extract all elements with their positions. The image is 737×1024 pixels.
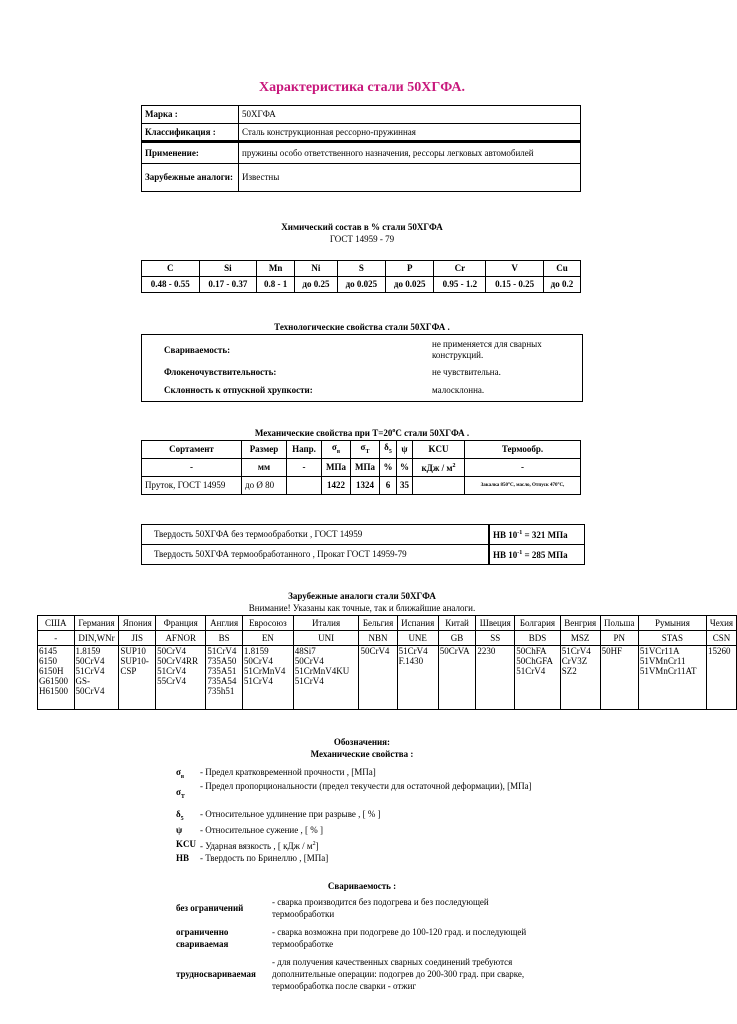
analog-grade: 51CrMnV4KU (294, 666, 350, 676)
analog-grade-cell (706, 646, 736, 710)
analog-grade-cell (206, 646, 243, 710)
analog-grade-cell (638, 646, 706, 710)
analog-grade: 50CrV4 (157, 646, 187, 656)
grade-info-table (141, 105, 581, 192)
tech-value: малосклонна. (432, 384, 485, 395)
analog-grade: 51CrV4 (294, 676, 324, 686)
col-kcu: KCU (413, 441, 465, 459)
analog-grade: 50CrV4RR (157, 656, 199, 666)
row-sigma-b: 1422 (322, 477, 351, 495)
analog-standard-cell: UNE (397, 631, 438, 646)
page-title: Характеристика стали 50ХГФА. (259, 80, 465, 95)
row-psi: 35 (397, 477, 413, 495)
analog-grade: 51VMnCr11AT (639, 666, 697, 676)
row-size: до Ø 80 (242, 477, 287, 495)
analog-grade: 50CrVA (439, 646, 470, 656)
analog-grade: 735A51 (207, 666, 237, 676)
chem-header-cell: Cu (543, 261, 580, 277)
analog-grade: 735A50 (207, 656, 237, 666)
analog-standard-cell: BDS (515, 631, 561, 646)
info-label: Классификация : (142, 124, 239, 142)
analog-grade: 6150H (39, 666, 64, 676)
analog-standard-cell: EN (242, 631, 293, 646)
col-sigma-t: $\sigma_T$ (351, 441, 380, 459)
analog-grade: 50ChGFA (516, 656, 554, 666)
analog-grade-cell (515, 646, 561, 710)
analog-grade-cell (156, 646, 206, 710)
unit-psi: % (397, 459, 413, 477)
analog-grade: SUP10- (120, 656, 149, 666)
chem-header-cell: Ni (295, 261, 338, 277)
mech-heading: Механические свойства при $Т=20^oС$ стали 50ХГФА . (254, 428, 470, 438)
tech-label: Флокеночувствительность: (164, 366, 277, 377)
analog-standard-cell: - (38, 631, 75, 646)
weld-row (176, 956, 546, 992)
unit-heat: - (465, 459, 581, 477)
info-label: Зарубежные аналоги: (142, 164, 239, 192)
legend-symbol: $\delta_5$ (176, 809, 184, 822)
row-sigma-t: 1324 (351, 477, 380, 495)
chem-gost: ГОСТ 14959 - 79 (329, 234, 395, 244)
unit-sortament: - (142, 459, 242, 477)
analog-standard-cell: CSN (706, 631, 736, 646)
info-value: Известны (239, 164, 581, 192)
analog-grade: SUP10 (120, 646, 146, 656)
analogs-clip (37, 615, 734, 715)
chem-header-cell: C (142, 261, 200, 277)
col-sigma-b: $\sigma_в$ (322, 441, 351, 459)
legend-symbol: ψ (176, 825, 183, 835)
info-label: Марка : (142, 106, 239, 124)
chem-value-cell: 0.15 - 0.25 (486, 277, 544, 293)
col-heat: Термообр. (465, 441, 581, 459)
analog-standard-cell: BS (206, 631, 243, 646)
chem-value-cell: до 0.2 (543, 277, 580, 293)
analog-standard-cell: NBN (359, 631, 397, 646)
unit-size: мм (242, 459, 287, 477)
weld-label: трудносвариваемая (176, 969, 256, 979)
analog-grade: 50ChFA (516, 646, 547, 656)
analog-grade: GS- (75, 676, 91, 686)
analog-standard-cell: SS (476, 631, 515, 646)
chem-value-row (142, 277, 581, 293)
analog-country-cell: Швеция (476, 616, 515, 631)
legend-subheading: Механические свойства : (310, 749, 414, 759)
hardness-value: HB $10^{-1} = 321$ МПа (489, 525, 585, 545)
analog-grade: 1.8159 (243, 646, 269, 656)
info-value: пружины особо ответственного назначения, рессоры легковых автомобилей (239, 142, 581, 164)
chem-header-cell: Mn (257, 261, 295, 277)
analog-grade: H61500 (39, 686, 68, 696)
legend-item: HB - Твердость по Бринеллю , [МПа] (176, 852, 546, 866)
analog-grade: 735A54 (207, 676, 237, 686)
legend-symbol: $\sigma_в$ (176, 767, 185, 780)
analog-country-cell: Китай (438, 616, 476, 631)
row-heat: Закалка 850°C, масло, Отпуск 470°C, (465, 477, 581, 495)
legend-item: $\sigma_T$ - Предел пропорциональности (предел текучести для остаточной деформации), [МПа] (176, 780, 546, 808)
legend-item: KCU - Ударная вязкость , [ кДж / $м^2$] (176, 839, 319, 851)
legend-symbol: KCU (176, 839, 196, 849)
chem-value-cell: 0.8 - 1 (257, 277, 295, 293)
weld-label: без ограничений (176, 903, 244, 913)
unit-delta5: % (380, 459, 397, 477)
analog-grade: 15260 (707, 646, 731, 656)
analog-country-cell: Испания (397, 616, 438, 631)
chem-header-cell: Cr (434, 261, 486, 277)
col-size: Размер (242, 441, 287, 459)
tech-label: Склонность к отпускной хрупкости: (164, 384, 313, 395)
unit-sigma-t: МПа (351, 459, 380, 477)
tech-value: не применяется для сварных конструкций. (432, 339, 542, 360)
chem-value-cell: 0.17 - 0.37 (199, 277, 257, 293)
chem-table (141, 260, 581, 293)
analog-grade: 6145 (39, 646, 57, 656)
analog-grade: 51CrV4 (75, 666, 105, 676)
analog-grade: 2230 (477, 646, 496, 656)
analog-country-cell: Франция (156, 616, 206, 631)
chem-value-cell: до 0.025 (386, 277, 434, 293)
analog-grade: F.1430 (398, 656, 424, 666)
analog-country-cell: Италия (293, 616, 359, 631)
analog-country-cell: Евросоюз (242, 616, 293, 631)
analog-grade-cell (397, 646, 438, 710)
analog-country-cell: Бельгия (359, 616, 397, 631)
analog-grade: 6150 (39, 656, 57, 666)
analog-grade-cell (242, 646, 293, 710)
analog-grade: 48Si7 (294, 646, 316, 656)
weld-text: - сварка производится без подогрева и без последующей термообработки (272, 897, 489, 919)
analog-grade: 50CrV4 (294, 656, 324, 666)
analog-standard-cell: GB (438, 631, 476, 646)
chem-value-cell: 0.48 - 0.55 (142, 277, 200, 293)
analog-standard-cell: PN (600, 631, 638, 646)
weld-row (176, 926, 546, 950)
analog-grade: 51CrV4 (516, 666, 546, 676)
analog-country-cell: Германия (74, 616, 119, 631)
chem-header-cell: S (337, 261, 385, 277)
analog-country-cell: Румыния (638, 616, 706, 631)
unit-dir: - (287, 459, 322, 477)
chem-value-cell: 0.95 - 1.2 (434, 277, 486, 293)
analog-grade: 735h51 (207, 686, 235, 696)
analog-grade-cell (293, 646, 359, 710)
analogs-heading: Зарубежные аналоги стали 50ХГФА (288, 591, 436, 601)
analog-grade: 55CrV4 (157, 676, 187, 686)
weld-text: - для получения качественных сварных соединений требуются дополнительные операции: подогрев до 200-300 град. при сварке, термообработка после сварки - отжиг (272, 957, 525, 991)
analog-grade-cell (359, 646, 397, 710)
analogs-note: Внимание! Указаны как точные, так и ближайшие аналоги. (248, 603, 476, 613)
col-dir: Напр. (287, 441, 322, 459)
legend-item: $\delta_5$ - Относительное удлинение при разрыве , [ % ] (176, 808, 546, 824)
tech-box (141, 334, 583, 402)
analog-grade-cell (560, 646, 600, 710)
row-delta5: 6 (380, 477, 397, 495)
unit-sigma-b: МПа (322, 459, 351, 477)
legend-item: ψ - Относительное сужение , [ % ] (176, 824, 546, 838)
hardness-table (141, 524, 585, 565)
col-sortament: Сортамент (142, 441, 242, 459)
analog-grade: 51CrV4 (157, 666, 187, 676)
tech-heading: Технологические свойства стали 50ХГФА . (274, 322, 450, 332)
analog-grade: SZ2 (561, 666, 577, 676)
weld-row (176, 896, 546, 920)
analog-grade: 50HF (601, 646, 623, 656)
chem-heading: Химический состав в % стали 50ХГФА (281, 222, 443, 232)
analog-grade-cell (438, 646, 476, 710)
analogs-table (37, 615, 737, 710)
analog-grade: CrV3Z (561, 656, 588, 666)
row-dir (287, 477, 322, 495)
analog-grade: G61500 (39, 676, 68, 686)
info-value: 50ХГФА (239, 106, 581, 124)
analogs-grade-row (38, 646, 737, 710)
analog-grade-cell (119, 646, 156, 710)
chem-value-cell: до 0.025 (337, 277, 385, 293)
analog-grade: 51CrV4 (398, 646, 428, 656)
legend-heading: Обозначения: (333, 737, 391, 747)
hardness-text: Твердость 50ХГФА термообработанного , Прокат ГОСТ 14959-79 (142, 545, 490, 565)
analog-grade: 50CrV4 (360, 646, 390, 656)
row-kcu (413, 477, 465, 495)
analog-grade: 50CrV4 (75, 686, 105, 696)
mech-table (141, 440, 581, 495)
analog-country-cell: Япония (119, 616, 156, 631)
hardness-value: HB $10^{-1} = 285$ МПа (489, 545, 585, 565)
analog-grade: 51CrV4 (207, 646, 237, 656)
hardness-text: Твердость 50ХГФА без термообработки , ГОСТ 14959 (142, 525, 490, 545)
weld-clip (176, 896, 546, 991)
analog-grade: CSP (120, 666, 137, 676)
legend-symbol: HB (176, 853, 190, 863)
legend-item: $\sigma_в$ - Предел кратковременной прочности , [МПа] (176, 767, 376, 780)
analog-grade: 51CrMnV4 (243, 666, 286, 676)
analog-standard-cell: AFNOR (156, 631, 206, 646)
analog-standard-cell: JIS (119, 631, 156, 646)
analog-standard-cell: STAS (638, 631, 706, 646)
analog-grade: 51CrV4 (561, 646, 591, 656)
analog-country-cell: США (38, 616, 75, 631)
analog-grade: 1.8159 (75, 646, 101, 656)
analog-grade-cell (600, 646, 638, 710)
chem-header-cell: P (386, 261, 434, 277)
weld-label: ограниченно свариваемая (176, 927, 229, 949)
analog-standard-cell: MSZ (560, 631, 600, 646)
tech-label: Свариваемость: (164, 344, 231, 355)
analog-grade-cell (38, 646, 75, 710)
analog-grade: 50CrV4 (75, 656, 105, 666)
analog-grade-cell (476, 646, 515, 710)
tech-value: не чувствительна. (432, 366, 501, 377)
analogs-country-row (38, 616, 737, 631)
analog-country-cell: Англия (206, 616, 243, 631)
unit-kcu: кДж / $м^2$ (413, 459, 465, 477)
analog-country-cell: Венгрия (560, 616, 600, 631)
chem-header-cell: Si (199, 261, 257, 277)
weld-text: - сварка возможна при подогреве до 100-120 град. и последующей термообработке (272, 927, 527, 949)
legend-list (176, 766, 546, 866)
analog-standard-cell: DIN,WNr (74, 631, 119, 646)
analog-grade: 50CrV4 (243, 656, 273, 666)
analog-grade: 51VMnCr11 (639, 656, 686, 666)
analog-grade: 51CrV4 (243, 676, 273, 686)
chem-header-row (142, 261, 581, 277)
analog-country-cell: Болгария (515, 616, 561, 631)
analogs-standard-row (38, 631, 737, 646)
analog-standard-cell: UNI (293, 631, 359, 646)
analog-country-cell: Чехия (706, 616, 736, 631)
info-value: Сталь конструкционная рессорно-пружинная (239, 124, 581, 142)
chem-header-cell: V (486, 261, 544, 277)
chem-value-cell: до 0.25 (295, 277, 338, 293)
analog-grade-cell (74, 646, 119, 710)
info-label: Применение: (142, 142, 239, 164)
col-delta5: $\delta_5$ (380, 441, 397, 459)
col-psi: ψ (397, 441, 413, 459)
analog-country-cell: Польша (600, 616, 638, 631)
legend-symbol: $\sigma_T$ (176, 787, 185, 800)
analog-grade: 51VCr11A (639, 646, 680, 656)
weld-heading: Свариваемость : (327, 881, 397, 891)
row-sortament: Пруток, ГОСТ 14959 (142, 477, 242, 495)
